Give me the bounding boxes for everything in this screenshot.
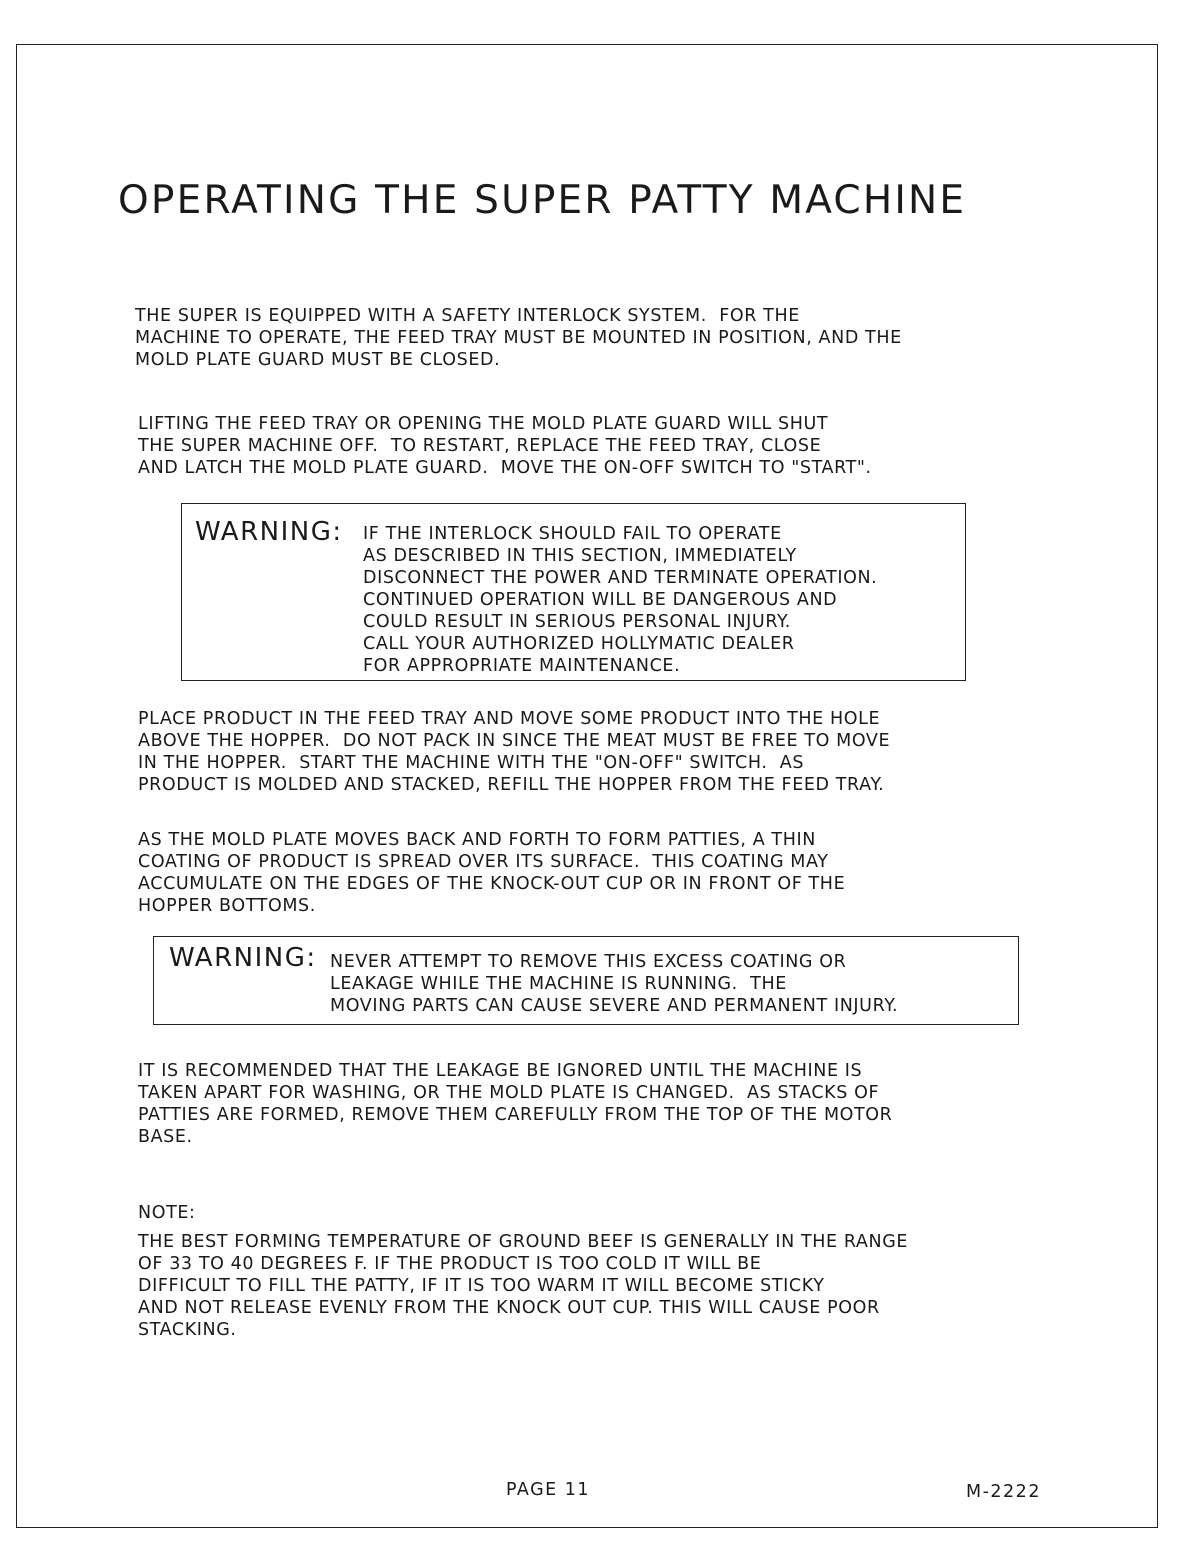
page-number: PAGE 11 bbox=[506, 1480, 591, 1500]
coating-warning-box bbox=[153, 936, 1019, 1025]
leakage-paragraph: IT IS RECOMMENDED THAT THE LEAKAGE BE IGNORED UNTIL THE MACHINE IS TAKEN APART FOR WASHING, OR THE MOLD PLATE IS CHANGED. AS STACKS OF PATTIES ARE FORMED, REMOVE THEM CAREFULLY FROM THE TOP OF THE MOTOR BASE. bbox=[138, 1061, 893, 1147]
warning-label: WARNING: bbox=[169, 943, 317, 973]
document-number: M-2222 bbox=[966, 1482, 1041, 1502]
note-label: NOTE: bbox=[138, 1203, 196, 1223]
warning-text: NEVER ATTEMPT TO REMOVE THIS EXCESS COATING OR LEAKAGE WHILE THE MACHINE IS RUNNING. THE MOVING PARTS CAN CAUSE SEVERE AND PERMANENT INJURY. bbox=[330, 952, 899, 1016]
restart-paragraph: LIFTING THE FEED TRAY OR OPENING THE MOLD PLATE GUARD WILL SHUT THE SUPER MACHINE OFF. TO RESTART, REPLACE THE FEED TRAY, CLOSE AND LATCH THE MOLD PLATE GUARD. MOVE THE ON-OFF SWITCH TO "START". bbox=[138, 414, 872, 478]
product-paragraph: PLACE PRODUCT IN THE FEED TRAY AND MOVE SOME PRODUCT INTO THE HOLE ABOVE THE HOPPER. DO NOT PACK IN SINCE THE MEAT MUST BE FREE TO MOVE IN THE HOPPER. START THE MACHINE WITH THE "ON-OFF" SWITCH. AS PRODUCT IS MOLDED AND STACKED, REFILL THE HOPPER FROM THE FEED TRAY. bbox=[138, 709, 891, 795]
note-paragraph: THE BEST FORMING TEMPERATURE OF GROUND BEEF IS GENERALLY IN THE RANGE OF 33 TO 40 DEGREES F. IF THE PRODUCT IS TOO COLD IT WILL BE DIFFICULT TO FILL THE PATTY, IF IT IS TOO WARM IT WILL BECOME STICKY AND NOT RELEASE EVENLY FROM THE KNOCK OUT CUP. THIS WILL CAUSE POOR STACKING. bbox=[138, 1232, 909, 1340]
interlock-warning-box bbox=[181, 503, 966, 681]
page-title: OPERATING THE SUPER PATTY MACHINE bbox=[118, 178, 967, 223]
warning-text: IF THE INTERLOCK SHOULD FAIL TO OPERATE AS DESCRIBED IN THIS SECTION, IMMEDIATELY DISCONNECT THE POWER AND TERMINATE OPERATION. CONTINUED OPERATION WILL BE DANGEROUS AND COULD RESULT IN SERIOUS PERSONAL INJURY. CALL YOUR AUTHORIZED HOLLYMATIC DEALER FOR APPROPRIATE MAINTENANCE. bbox=[363, 524, 878, 676]
warning-label: WARNING: bbox=[195, 517, 343, 547]
coating-paragraph: AS THE MOLD PLATE MOVES BACK AND FORTH TO FORM PATTIES, A THIN COATING OF PRODUCT IS SPREAD OVER ITS SURFACE. THIS COATING MAY ACCUMULATE ON THE EDGES OF THE KNOCK-OUT CUP OR IN FRONT OF THE HOPPER BOTTOMS. bbox=[138, 830, 846, 916]
interlock-paragraph: THE SUPER IS EQUIPPED WITH A SAFETY INTERLOCK SYSTEM. FOR THE MACHINE TO OPERATE, THE FEED TRAY MUST BE MOUNTED IN POSITION, AND THE MOLD PLATE GUARD MUST BE CLOSED. bbox=[135, 306, 902, 370]
